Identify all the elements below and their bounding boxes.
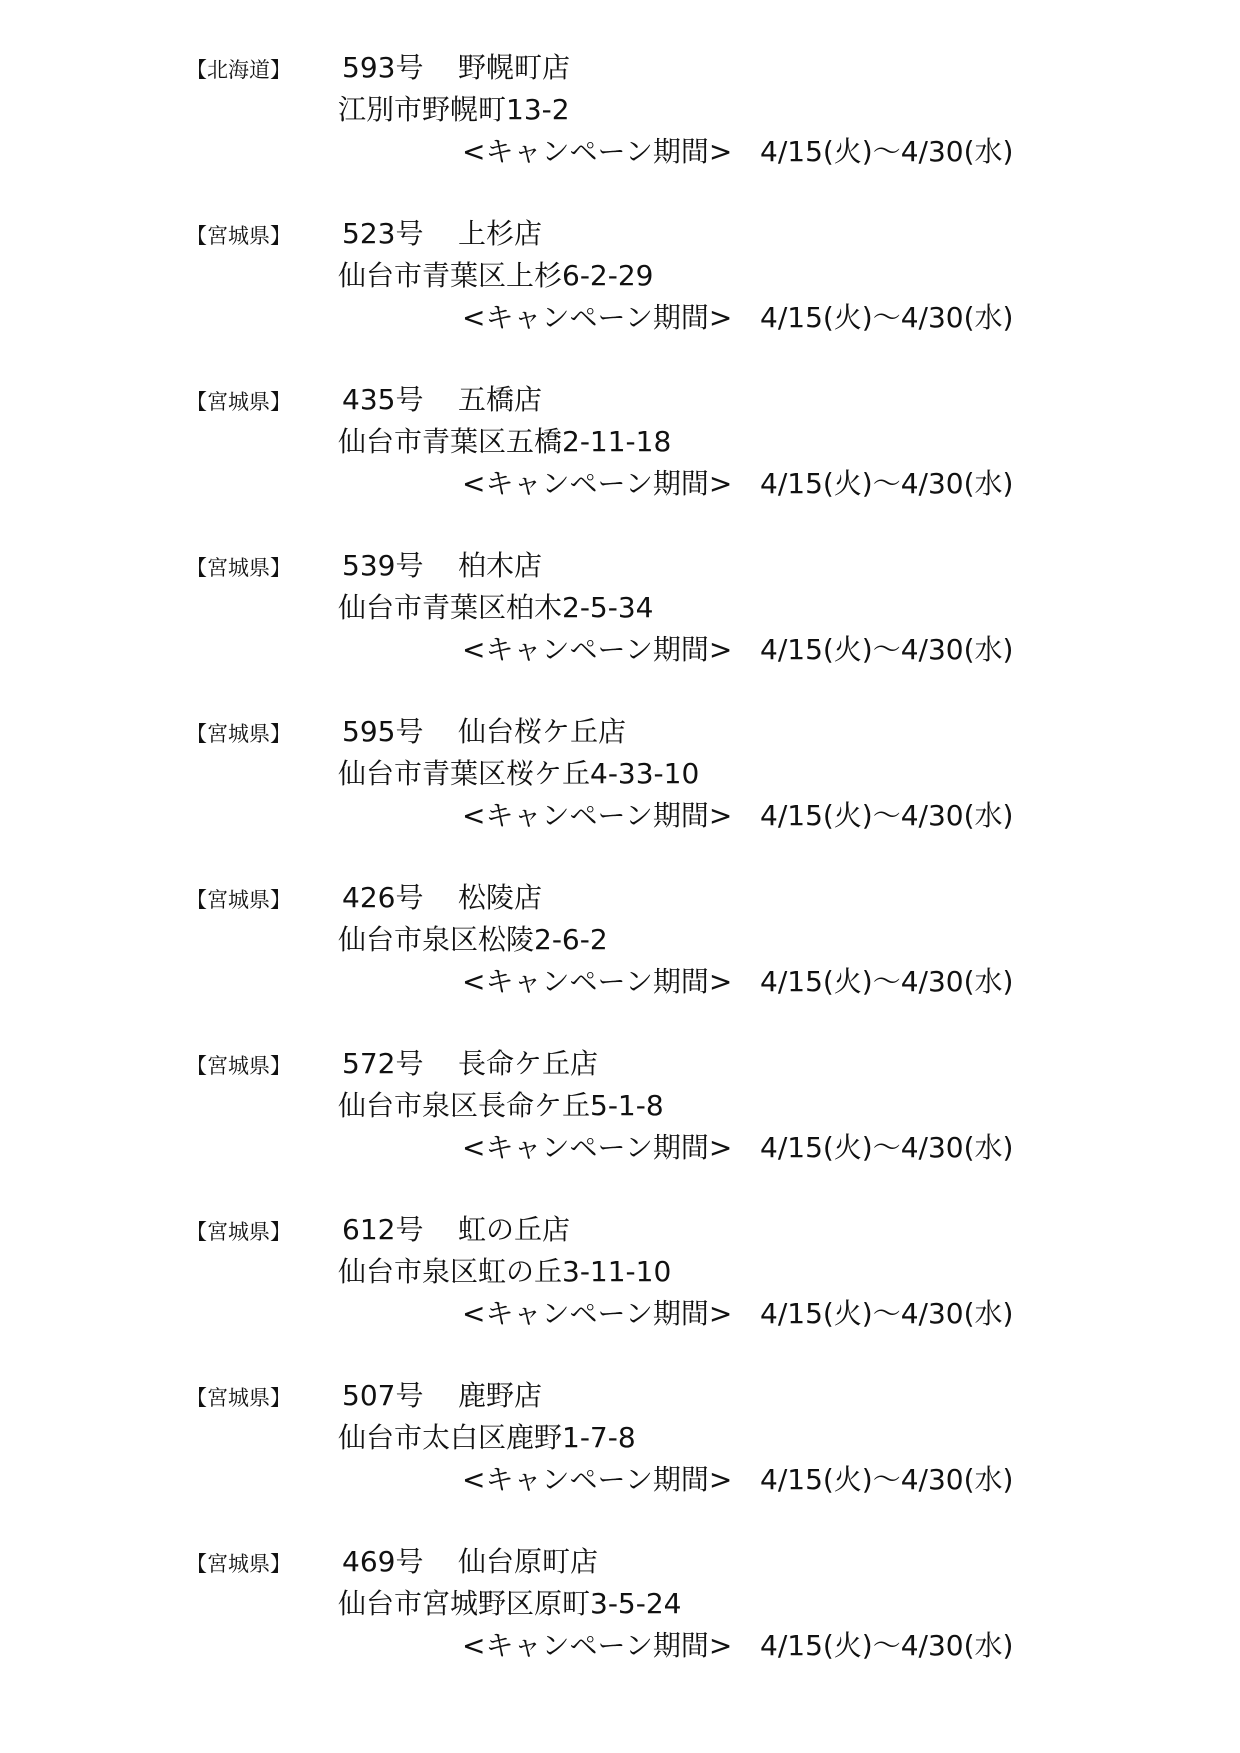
campaign-period-dates: 4/15(火)〜4/30(水) <box>760 301 1014 334</box>
prefecture-label: 【宮城県】 <box>186 888 291 912</box>
prefecture-label: 【宮城県】 <box>186 1552 291 1576</box>
campaign-period-dates: 4/15(火)〜4/30(水) <box>760 1131 1014 1164</box>
campaign-period-label: <キャンペーン期間> <box>462 1463 733 1496</box>
store-number: 523号 <box>342 217 424 250</box>
campaign-period-label: <キャンペーン期間> <box>462 467 733 500</box>
prefecture-label: 【宮城県】 <box>186 556 291 580</box>
store-name: 長命ケ丘店 <box>458 1047 599 1080</box>
store-address: 仙台市青葉区五橋2-11-18 <box>338 425 672 458</box>
store-number: 507号 <box>342 1379 424 1412</box>
prefecture-label: 【宮城県】 <box>186 1386 291 1410</box>
store-entry <box>0 1182 1240 1330</box>
campaign-period-dates: 4/15(火)〜4/30(水) <box>760 135 1014 168</box>
campaign-period-dates: 4/15(火)〜4/30(水) <box>760 633 1014 666</box>
store-entry <box>0 684 1240 832</box>
store-entry <box>0 1016 1240 1164</box>
store-number: 572号 <box>342 1047 424 1080</box>
campaign-period-label: <キャンペーン期間> <box>462 1297 733 1330</box>
campaign-period-dates: 4/15(火)〜4/30(水) <box>760 1297 1014 1330</box>
campaign-period-label: <キャンペーン期間> <box>462 135 733 168</box>
store-address: 仙台市青葉区上杉6-2-29 <box>338 259 654 292</box>
store-entry <box>0 20 1240 168</box>
store-number: 539号 <box>342 549 424 582</box>
store-number: 469号 <box>342 1545 424 1578</box>
store-name: 仙台原町店 <box>458 1545 599 1578</box>
campaign-period-dates: 4/15(火)〜4/30(水) <box>760 799 1014 832</box>
campaign-period-label: <キャンペーン期間> <box>462 633 733 666</box>
campaign-period-label: <キャンペーン期間> <box>462 301 733 334</box>
prefecture-label: 【宮城県】 <box>186 224 291 248</box>
store-address: 仙台市青葉区柏木2-5-34 <box>338 591 654 624</box>
store-entry <box>0 518 1240 666</box>
store-entry <box>0 186 1240 334</box>
store-entry <box>0 1348 1240 1496</box>
prefecture-label: 【宮城県】 <box>186 390 291 414</box>
store-number: 595号 <box>342 715 424 748</box>
store-name: 松陵店 <box>458 881 543 914</box>
campaign-period-dates: 4/15(火)〜4/30(水) <box>760 1629 1014 1662</box>
store-address: 仙台市泉区虹の丘3-11-10 <box>338 1255 672 1288</box>
store-entry <box>0 850 1240 998</box>
store-name: 野幌町店 <box>458 51 571 84</box>
store-address: 仙台市青葉区桜ケ丘4-33-10 <box>338 757 700 790</box>
store-name: 鹿野店 <box>458 1379 543 1412</box>
campaign-period-label: <キャンペーン期間> <box>462 799 733 832</box>
campaign-period-label: <キャンペーン期間> <box>462 1629 733 1662</box>
store-name: 虹の丘店 <box>458 1213 571 1246</box>
store-name: 五橋店 <box>458 383 543 416</box>
store-name: 仙台桜ケ丘店 <box>458 715 627 748</box>
store-number: 593号 <box>342 51 424 84</box>
prefecture-label: 【宮城県】 <box>186 1054 291 1078</box>
campaign-period-label: <キャンペーン期間> <box>462 965 733 998</box>
campaign-period-dates: 4/15(火)〜4/30(水) <box>760 965 1014 998</box>
prefecture-label: 【宮城県】 <box>186 1220 291 1244</box>
store-entry <box>0 352 1240 500</box>
store-address: 仙台市宮城野区原町3-5-24 <box>338 1587 682 1620</box>
store-address: 仙台市太白区鹿野1-7-8 <box>338 1421 636 1454</box>
store-number: 435号 <box>342 383 424 416</box>
store-number: 426号 <box>342 881 424 914</box>
campaign-period-dates: 4/15(火)〜4/30(水) <box>760 1463 1014 1496</box>
campaign-period-dates: 4/15(火)〜4/30(水) <box>760 467 1014 500</box>
store-address: 江別市野幌町13-2 <box>338 93 570 126</box>
store-entry <box>0 1514 1240 1662</box>
prefecture-label: 【宮城県】 <box>186 722 291 746</box>
campaign-period-label: <キャンペーン期間> <box>462 1131 733 1164</box>
store-number: 612号 <box>342 1213 424 1246</box>
store-address: 仙台市泉区長命ケ丘5-1-8 <box>338 1089 664 1122</box>
store-address: 仙台市泉区松陵2-6-2 <box>338 923 608 956</box>
store-name: 柏木店 <box>458 549 543 582</box>
store-name: 上杉店 <box>458 217 543 250</box>
prefecture-label: 【北海道】 <box>186 58 291 82</box>
